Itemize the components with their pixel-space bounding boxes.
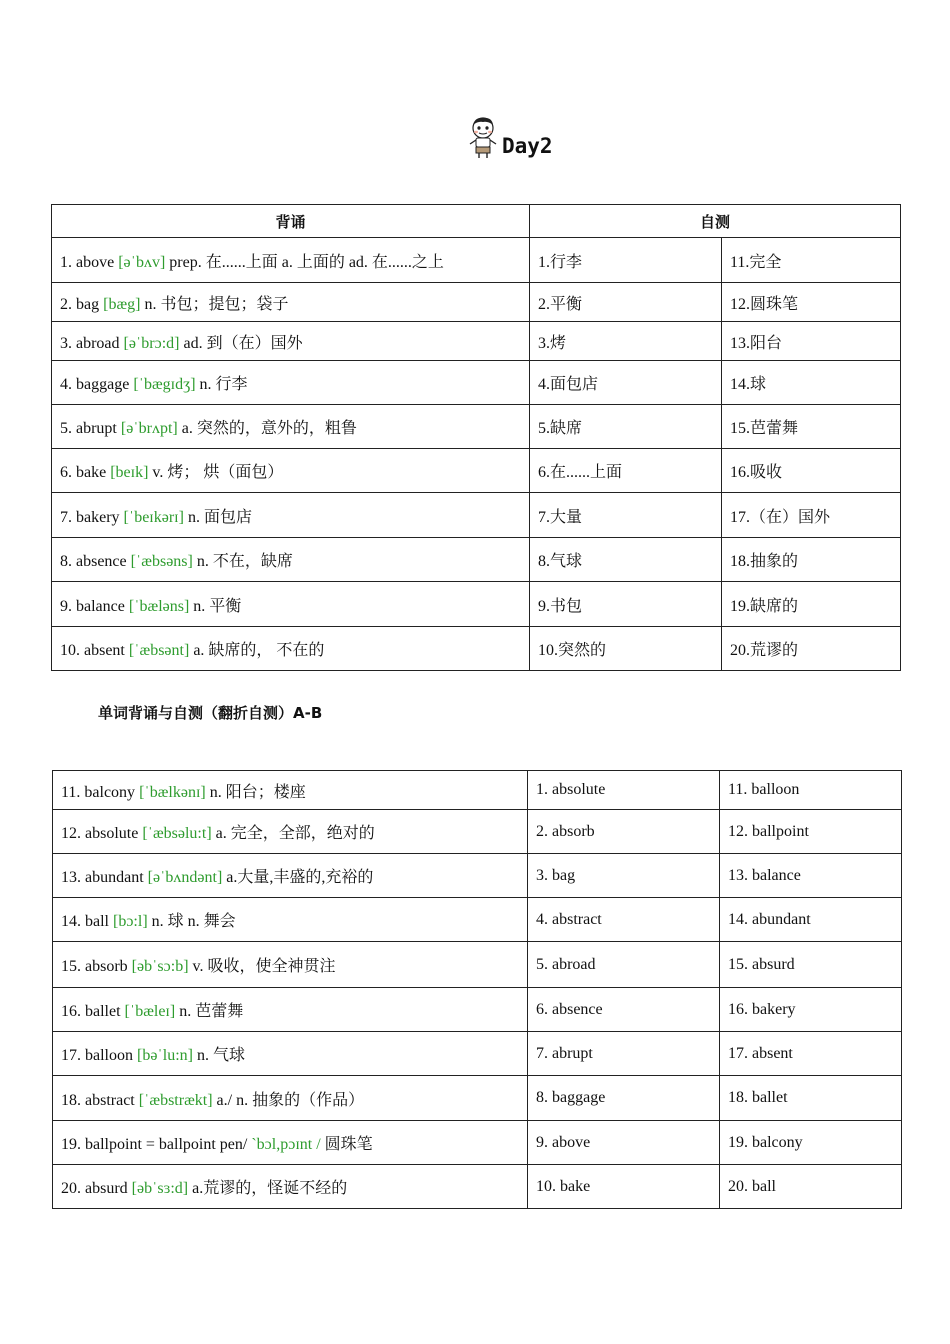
table-row <box>53 854 902 898</box>
table-row <box>53 1076 902 1121</box>
selftest-cell: 8. baggage <box>528 1076 720 1121</box>
table-row <box>52 283 901 322</box>
selftest-cell: 2.平衡 <box>530 283 722 322</box>
definition: a. 完全，全部，绝对的 <box>211 825 375 842</box>
selftest-cell: 8.气球 <box>530 538 722 582</box>
table-row <box>53 1165 902 1209</box>
header-selftest: 自测 <box>530 205 901 238</box>
word-entry: 8. absence <box>60 553 131 570</box>
word-entry-cell <box>53 810 528 854</box>
selftest-cell: 20. ball <box>720 1165 902 1209</box>
word-entry-cell <box>52 361 530 405</box>
definition: n. 气球 <box>192 1047 245 1064</box>
selftest-cell: 10. bake <box>528 1165 720 1209</box>
table-row <box>52 361 901 405</box>
definition: n. 平衡 <box>189 597 242 615</box>
phonetic: [əˈbrɔ:d] <box>123 334 180 352</box>
selftest-cell: 5. abroad <box>528 942 720 988</box>
selftest-cell: 2. absorb <box>528 810 720 854</box>
definition: n. 行李 <box>195 376 248 393</box>
selftest-cell: 12. ballpoint <box>720 810 902 854</box>
table-row <box>52 538 901 582</box>
word-entry: 13. abundant <box>61 869 148 886</box>
word-entry: 20. absurd <box>61 1180 132 1197</box>
definition: n. 芭蕾舞 <box>175 1003 244 1020</box>
table-row <box>53 771 902 810</box>
selftest-cell: 3.烤 <box>530 322 722 361</box>
word-entry-cell <box>53 1032 528 1076</box>
selftest-cell: 4.面包店 <box>530 361 722 405</box>
selftest-cell: 6. absence <box>528 988 720 1032</box>
table-row <box>53 1032 902 1076</box>
definition: a. 突然的，意外的，粗鲁 <box>177 420 357 437</box>
definition: v. 吸收，使全神贯注 <box>188 958 336 975</box>
phonetic: [ˈbægɪdʒ] <box>133 376 196 393</box>
definition: n. 书包；提包；袋子 <box>140 295 289 313</box>
definition: a. 缺席的， 不在的 <box>189 642 325 659</box>
vocab-table-1 <box>51 204 901 671</box>
selftest-cell: 15. absurd <box>720 942 902 988</box>
word-entry: 9. balance <box>60 597 129 615</box>
definition: n. 不在，缺席 <box>192 553 293 570</box>
word-entry-cell <box>52 538 530 582</box>
phonetic: [əˈbrʌpt] <box>120 420 178 437</box>
selftest-cell: 18.抽象的 <box>722 538 901 582</box>
table-row <box>53 988 902 1032</box>
word-entry: 19. ballpoint = ballpoint pen/ <box>61 1136 252 1153</box>
word-entry: 10. absent <box>60 642 129 659</box>
word-entry-cell <box>52 493 530 538</box>
table-row <box>52 238 901 283</box>
header-recite: 背诵 <box>52 205 530 238</box>
definition: prep. 在......上面 a. 上面的 ad. 在......之上 <box>165 253 444 271</box>
phonetic: [ˈbeɪkərɪ] <box>123 508 184 526</box>
phonetic: [bæg] <box>103 295 141 313</box>
word-entry-cell <box>52 405 530 449</box>
selftest-cell: 9.书包 <box>530 582 722 627</box>
selftest-cell: 5.缺席 <box>530 405 722 449</box>
selftest-cell: 19.缺席的 <box>722 582 901 627</box>
definition: a./ n. 抽象的（作品） <box>212 1091 365 1109</box>
table-row <box>52 449 901 493</box>
phonetic: [əˈbʌndənt] <box>147 869 223 886</box>
word-entry: 16. ballet <box>61 1003 125 1020</box>
phonetic: [ˈbælkənɪ] <box>139 783 206 801</box>
word-entry-cell <box>52 322 530 361</box>
phonetic: [əbˈsɔ:b] <box>131 958 189 975</box>
selftest-cell: 16.吸收 <box>722 449 901 493</box>
word-entry-cell <box>53 854 528 898</box>
table-row <box>53 810 902 854</box>
selftest-cell: 17. absent <box>720 1032 902 1076</box>
phonetic: [ˈæbsəns] <box>130 553 193 570</box>
word-entry: 12. absolute <box>61 825 143 842</box>
selftest-cell: 9. above <box>528 1121 720 1165</box>
word-entry-cell <box>53 771 528 810</box>
selftest-cell: 17.（在）国外 <box>722 493 901 538</box>
word-entry: 17. balloon <box>61 1047 137 1064</box>
word-entry-cell <box>53 1165 528 1209</box>
table-row <box>52 627 901 671</box>
selftest-cell: 20.荒谬的 <box>722 627 901 671</box>
selftest-cell: 1.行李 <box>530 238 722 283</box>
selftest-cell: 11.完全 <box>722 238 901 283</box>
section-heading: 单词背诵与自测（翻折自测）A-B <box>98 704 323 722</box>
table-row <box>52 493 901 538</box>
word-entry: 2. bag <box>60 295 104 313</box>
selftest-cell: 10.突然的 <box>530 627 722 671</box>
word-entry: 7. bakery <box>60 508 124 526</box>
word-entry-cell <box>53 1121 528 1165</box>
selftest-cell: 13. balance <box>720 854 902 898</box>
selftest-cell: 15.芭蕾舞 <box>722 405 901 449</box>
word-entry: 1. above <box>60 253 119 271</box>
phonetic: [bɔ:l] <box>113 913 148 930</box>
word-entry: 14. ball <box>61 913 113 930</box>
definition: 圆珠笔 <box>320 1136 373 1153</box>
table-row <box>53 942 902 988</box>
phonetic: [əbˈsɜ:d] <box>131 1180 189 1197</box>
word-entry: 18. abstract <box>61 1091 139 1109</box>
word-entry-cell <box>53 898 528 942</box>
table-row <box>53 1121 902 1165</box>
word-entry-cell <box>52 627 530 671</box>
word-entry: 11. balcony <box>61 783 140 801</box>
word-entry: 15. absorb <box>61 958 132 975</box>
selftest-cell: 7.大量 <box>530 493 722 538</box>
phonetic: [bəˈlu:n] <box>137 1047 193 1064</box>
page-title-area <box>466 116 553 160</box>
word-entry-cell <box>52 449 530 493</box>
table-row <box>52 582 901 627</box>
cartoon-boy-icon <box>466 116 500 160</box>
phonetic: [ˈæbsənt] <box>128 642 190 659</box>
definition: v. 烤； 烘（面包） <box>148 464 284 481</box>
definition: ad. 到（在）国外 <box>179 334 303 352</box>
word-entry-cell <box>52 283 530 322</box>
selftest-cell: 16. bakery <box>720 988 902 1032</box>
phonetic: [əˈbʌv] <box>118 253 166 271</box>
page-title: Day2 <box>502 134 553 158</box>
selftest-cell: 6.在......上面 <box>530 449 722 493</box>
word-entry-cell <box>52 238 530 283</box>
word-entry: 3. abroad <box>60 334 124 352</box>
selftest-cell: 18. ballet <box>720 1076 902 1121</box>
phonetic: [beɪk] <box>110 464 149 481</box>
definition: a.大量,丰盛的,充裕的 <box>222 869 374 886</box>
word-entry: 5. abrupt <box>60 420 121 437</box>
word-entry: 4. baggage <box>60 376 134 393</box>
selftest-cell: 14.球 <box>722 361 901 405</box>
word-entry-cell <box>53 1076 528 1121</box>
selftest-cell: 4. abstract <box>528 898 720 942</box>
table-row <box>52 405 901 449</box>
table-row <box>52 322 901 361</box>
selftest-cell: 3. bag <box>528 854 720 898</box>
selftest-cell: 12.圆珠笔 <box>722 283 901 322</box>
word-entry-cell <box>53 942 528 988</box>
selftest-cell: 11. balloon <box>720 771 902 810</box>
word-entry-cell <box>52 582 530 627</box>
selftest-cell: 19. balcony <box>720 1121 902 1165</box>
phonetic: [ˈæbstrækt] <box>138 1091 213 1109</box>
vocab-table-2 <box>52 770 902 1209</box>
selftest-cell: 7. abrupt <box>528 1032 720 1076</box>
selftest-cell: 13.阳台 <box>722 322 901 361</box>
definition: n. 面包店 <box>183 508 252 526</box>
table-row <box>53 898 902 942</box>
phonetic: [ˈbæləns] <box>128 597 190 615</box>
word-entry: 6. bake <box>60 464 111 481</box>
selftest-cell: 14. abundant <box>720 898 902 942</box>
selftest-cell: 1. absolute <box>528 771 720 810</box>
definition: n. 球 n. 舞会 <box>147 913 236 930</box>
word-entry-cell <box>53 988 528 1032</box>
phonetic: [ˈæbsəlu:t] <box>142 825 212 842</box>
phonetic: [ˈbæleɪ] <box>124 1003 176 1020</box>
definition: a.荒谬的，怪诞不经的 <box>188 1180 348 1197</box>
phonetic: `bɔl,pɔɪnt / <box>251 1136 321 1153</box>
definition: n. 阳台；楼座 <box>205 783 306 801</box>
